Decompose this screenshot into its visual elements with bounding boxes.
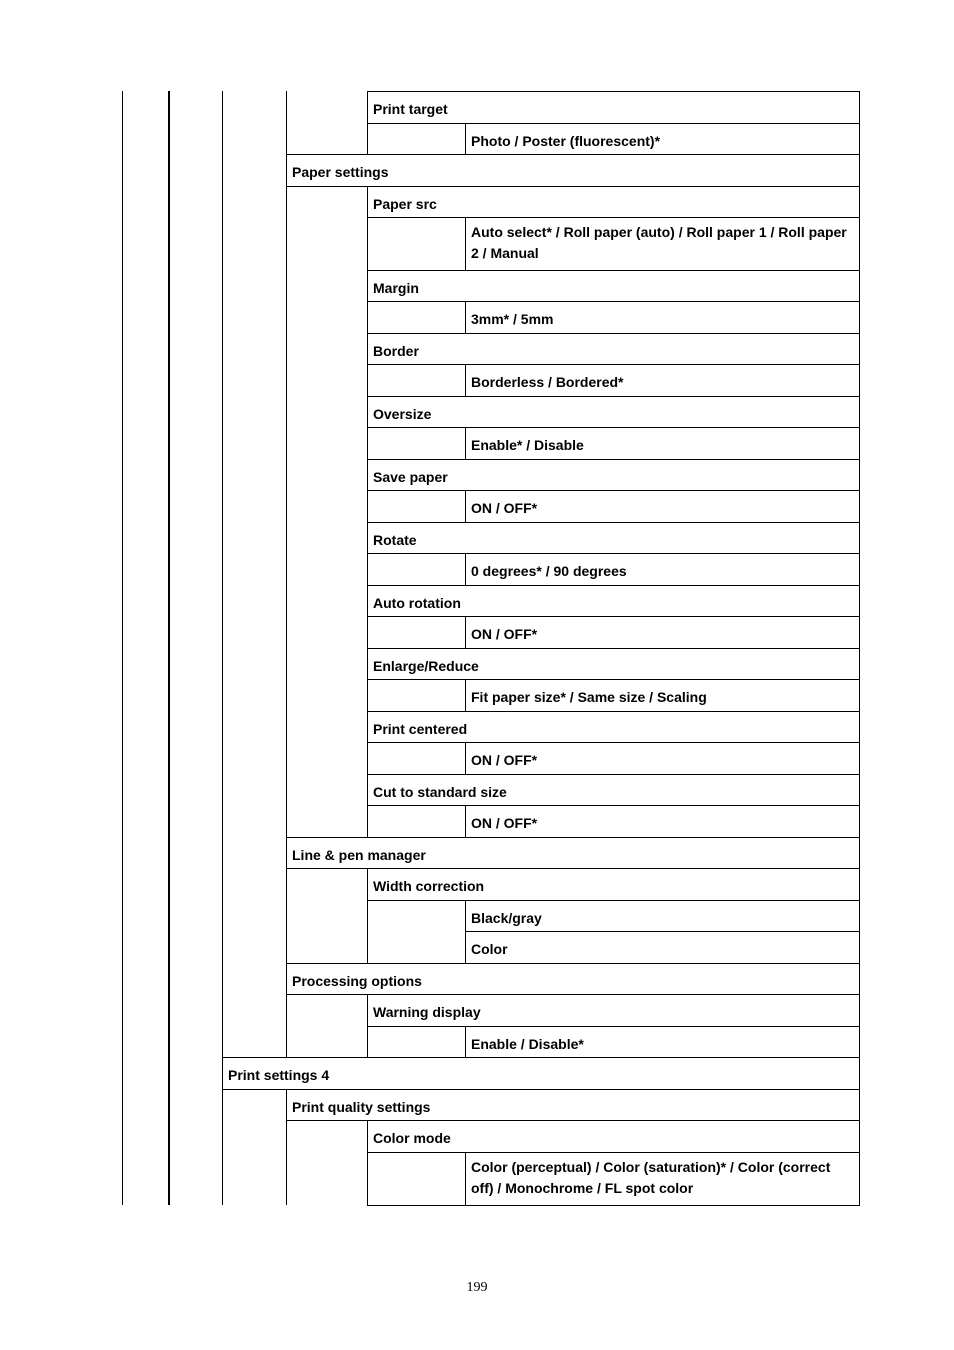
menu-row-level-2	[286, 837, 860, 868]
menu-row-level-4	[465, 427, 860, 459]
indent-cell	[222, 333, 286, 364]
menu-row-level-4	[465, 301, 860, 333]
outline-rule	[169, 91, 170, 1205]
menu-row-label: Warning display	[373, 1004, 481, 1020]
indent-cell	[286, 301, 367, 333]
indent-cell	[367, 616, 465, 648]
menu-row-label: Print settings 4	[228, 1067, 330, 1083]
menu-row-label: Width correction	[373, 878, 485, 894]
menu-row-label: Auto rotation	[373, 595, 461, 611]
indent-cell	[367, 553, 465, 585]
indent-cell	[286, 186, 367, 217]
indent-cell	[222, 553, 286, 585]
indent-cell	[222, 711, 286, 742]
indent-cell	[222, 742, 286, 774]
menu-row-level-4	[465, 553, 860, 585]
indent-cell	[222, 270, 286, 301]
page-number: 199	[466, 1280, 488, 1295]
indent-cell	[367, 301, 465, 333]
menu-row-level-3	[367, 396, 860, 427]
indent-cell	[286, 459, 367, 490]
indent-cell	[286, 994, 367, 1026]
menu-row-label: ON / OFF*	[471, 626, 538, 642]
menu-row-label: Auto select* / Roll paper (auto) / Roll paper 1 / Roll paper 2 / Manual	[471, 224, 847, 261]
menu-row-label: Rotate	[373, 532, 417, 548]
indent-cell	[286, 333, 367, 364]
indent-cell	[286, 868, 367, 900]
menu-row-level-3	[367, 994, 860, 1026]
menu-row-label: Enable* / Disable	[471, 437, 584, 453]
indent-cell	[286, 585, 367, 616]
menu-row-level-3	[367, 522, 860, 553]
indent-cell	[286, 1120, 367, 1152]
menu-row-label: Borderless / Bordered*	[471, 374, 624, 390]
indent-cell	[367, 805, 465, 837]
menu-row-label: Paper settings	[292, 164, 389, 180]
menu-row-label: Color mode	[373, 1130, 451, 1146]
menu-row-label: Save paper	[373, 469, 448, 485]
menu-row-level-4	[465, 490, 860, 522]
menu-row-level-4	[465, 616, 860, 648]
menu-row-level-1	[222, 1057, 860, 1089]
indent-cell	[286, 616, 367, 648]
indent-cell	[222, 123, 286, 154]
menu-row-label: ON / OFF*	[471, 752, 538, 768]
indent-cell	[222, 1152, 286, 1205]
menu-row-label: 0 degrees* / 90 degrees	[471, 563, 627, 579]
menu-row-label: ON / OFF*	[471, 500, 538, 516]
indent-cell	[286, 364, 367, 396]
indent-cell	[222, 931, 286, 963]
menu-row-label: Enable / Disable*	[471, 1036, 584, 1052]
menu-row-label: Margin	[373, 280, 419, 296]
indent-cell	[367, 217, 465, 270]
indent-cell	[222, 994, 286, 1026]
indent-cell	[286, 648, 367, 679]
indent-cell	[367, 679, 465, 711]
menu-row-level-4	[465, 364, 860, 396]
indent-cell	[222, 91, 286, 123]
menu-row-level-3	[367, 270, 860, 301]
menu-row-level-3	[367, 868, 860, 900]
menu-row-level-3	[367, 333, 860, 364]
menu-row-level-4	[465, 900, 860, 931]
indent-cell	[222, 1089, 286, 1120]
menu-row-level-3	[367, 459, 860, 490]
menu-row-label: Photo / Poster (fluorescent)*	[471, 133, 661, 149]
indent-cell	[367, 931, 465, 963]
menu-row-level-4	[465, 679, 860, 711]
indent-cell	[367, 427, 465, 459]
menu-row-level-2	[286, 1089, 860, 1120]
indent-cell	[222, 459, 286, 490]
menu-row-label: Border	[373, 343, 419, 359]
indent-cell	[286, 711, 367, 742]
indent-cell	[367, 123, 465, 154]
menu-row-label: Line & pen manager	[292, 847, 426, 863]
menu-row-label: Oversize	[373, 406, 432, 422]
menu-row-level-4	[465, 217, 860, 270]
indent-cell	[367, 1026, 465, 1057]
menu-row-level-2	[286, 963, 860, 994]
indent-cell	[222, 1120, 286, 1152]
indent-cell	[286, 774, 367, 805]
menu-row-label: Enlarge/Reduce	[373, 658, 479, 674]
menu-row-label: Color	[471, 941, 508, 957]
indent-cell	[222, 868, 286, 900]
indent-cell	[286, 900, 367, 931]
indent-cell	[286, 91, 367, 123]
menu-row-label: Fit paper size* / Same size / Scaling	[471, 689, 707, 705]
menu-row-level-4	[465, 123, 860, 154]
indent-cell	[222, 396, 286, 427]
menu-row-label: Print quality settings	[292, 1099, 431, 1115]
indent-cell	[286, 490, 367, 522]
menu-row-label: Color (perceptual) / Color (saturation)* / Color (correct off) / Monochrome / FL spot color	[471, 1159, 831, 1196]
table-bottom-rule	[367, 1205, 860, 1206]
indent-cell	[222, 900, 286, 931]
indent-cell	[286, 396, 367, 427]
indent-cell	[286, 427, 367, 459]
indent-cell	[286, 123, 367, 154]
menu-row-level-4	[465, 805, 860, 837]
menu-row-level-3	[367, 91, 860, 123]
indent-cell	[222, 364, 286, 396]
menu-row-label: Cut to standard size	[373, 784, 507, 800]
indent-cell	[286, 217, 367, 270]
menu-row-level-3	[367, 774, 860, 805]
indent-cell	[286, 553, 367, 585]
indent-cell	[367, 1152, 465, 1205]
menu-row-level-3	[367, 186, 860, 217]
menu-row-label: Processing options	[292, 973, 422, 989]
menu-row-label: ON / OFF*	[471, 815, 538, 831]
menu-row-level-4	[465, 1152, 860, 1205]
indent-cell	[286, 1026, 367, 1057]
indent-cell	[367, 364, 465, 396]
indent-cell	[222, 774, 286, 805]
indent-cell	[286, 805, 367, 837]
indent-cell	[222, 490, 286, 522]
indent-cell	[286, 679, 367, 711]
outline-rule	[122, 91, 123, 1205]
indent-cell	[222, 648, 286, 679]
indent-cell	[367, 742, 465, 774]
menu-row-level-4	[465, 931, 860, 963]
indent-cell	[286, 742, 367, 774]
menu-row-level-4	[465, 1026, 860, 1057]
menu-row-level-4	[465, 742, 860, 774]
menu-row-level-3	[367, 585, 860, 616]
indent-cell	[286, 270, 367, 301]
indent-cell	[286, 931, 367, 963]
indent-cell	[222, 616, 286, 648]
indent-cell	[222, 427, 286, 459]
indent-cell	[222, 301, 286, 333]
indent-cell	[222, 217, 286, 270]
indent-cell	[222, 154, 286, 186]
menu-row-level-3	[367, 711, 860, 742]
indent-cell	[222, 522, 286, 553]
menu-row-label: Black/gray	[471, 910, 542, 926]
indent-cell	[222, 1026, 286, 1057]
menu-row-label: Print target	[373, 101, 448, 117]
menu-row-label: 3mm* / 5mm	[471, 311, 554, 327]
indent-cell	[222, 585, 286, 616]
indent-cell	[222, 679, 286, 711]
indent-cell	[367, 490, 465, 522]
indent-cell	[222, 837, 286, 868]
menu-row-level-3	[367, 1120, 860, 1152]
menu-row-level-3	[367, 648, 860, 679]
indent-cell	[222, 963, 286, 994]
indent-cell	[367, 900, 465, 931]
menu-row-level-2	[286, 154, 860, 186]
menu-row-label: Print centered	[373, 721, 468, 737]
indent-cell	[222, 805, 286, 837]
indent-cell	[286, 1152, 367, 1205]
menu-row-label: Paper src	[373, 196, 437, 212]
indent-cell	[222, 186, 286, 217]
indent-cell	[286, 522, 367, 553]
